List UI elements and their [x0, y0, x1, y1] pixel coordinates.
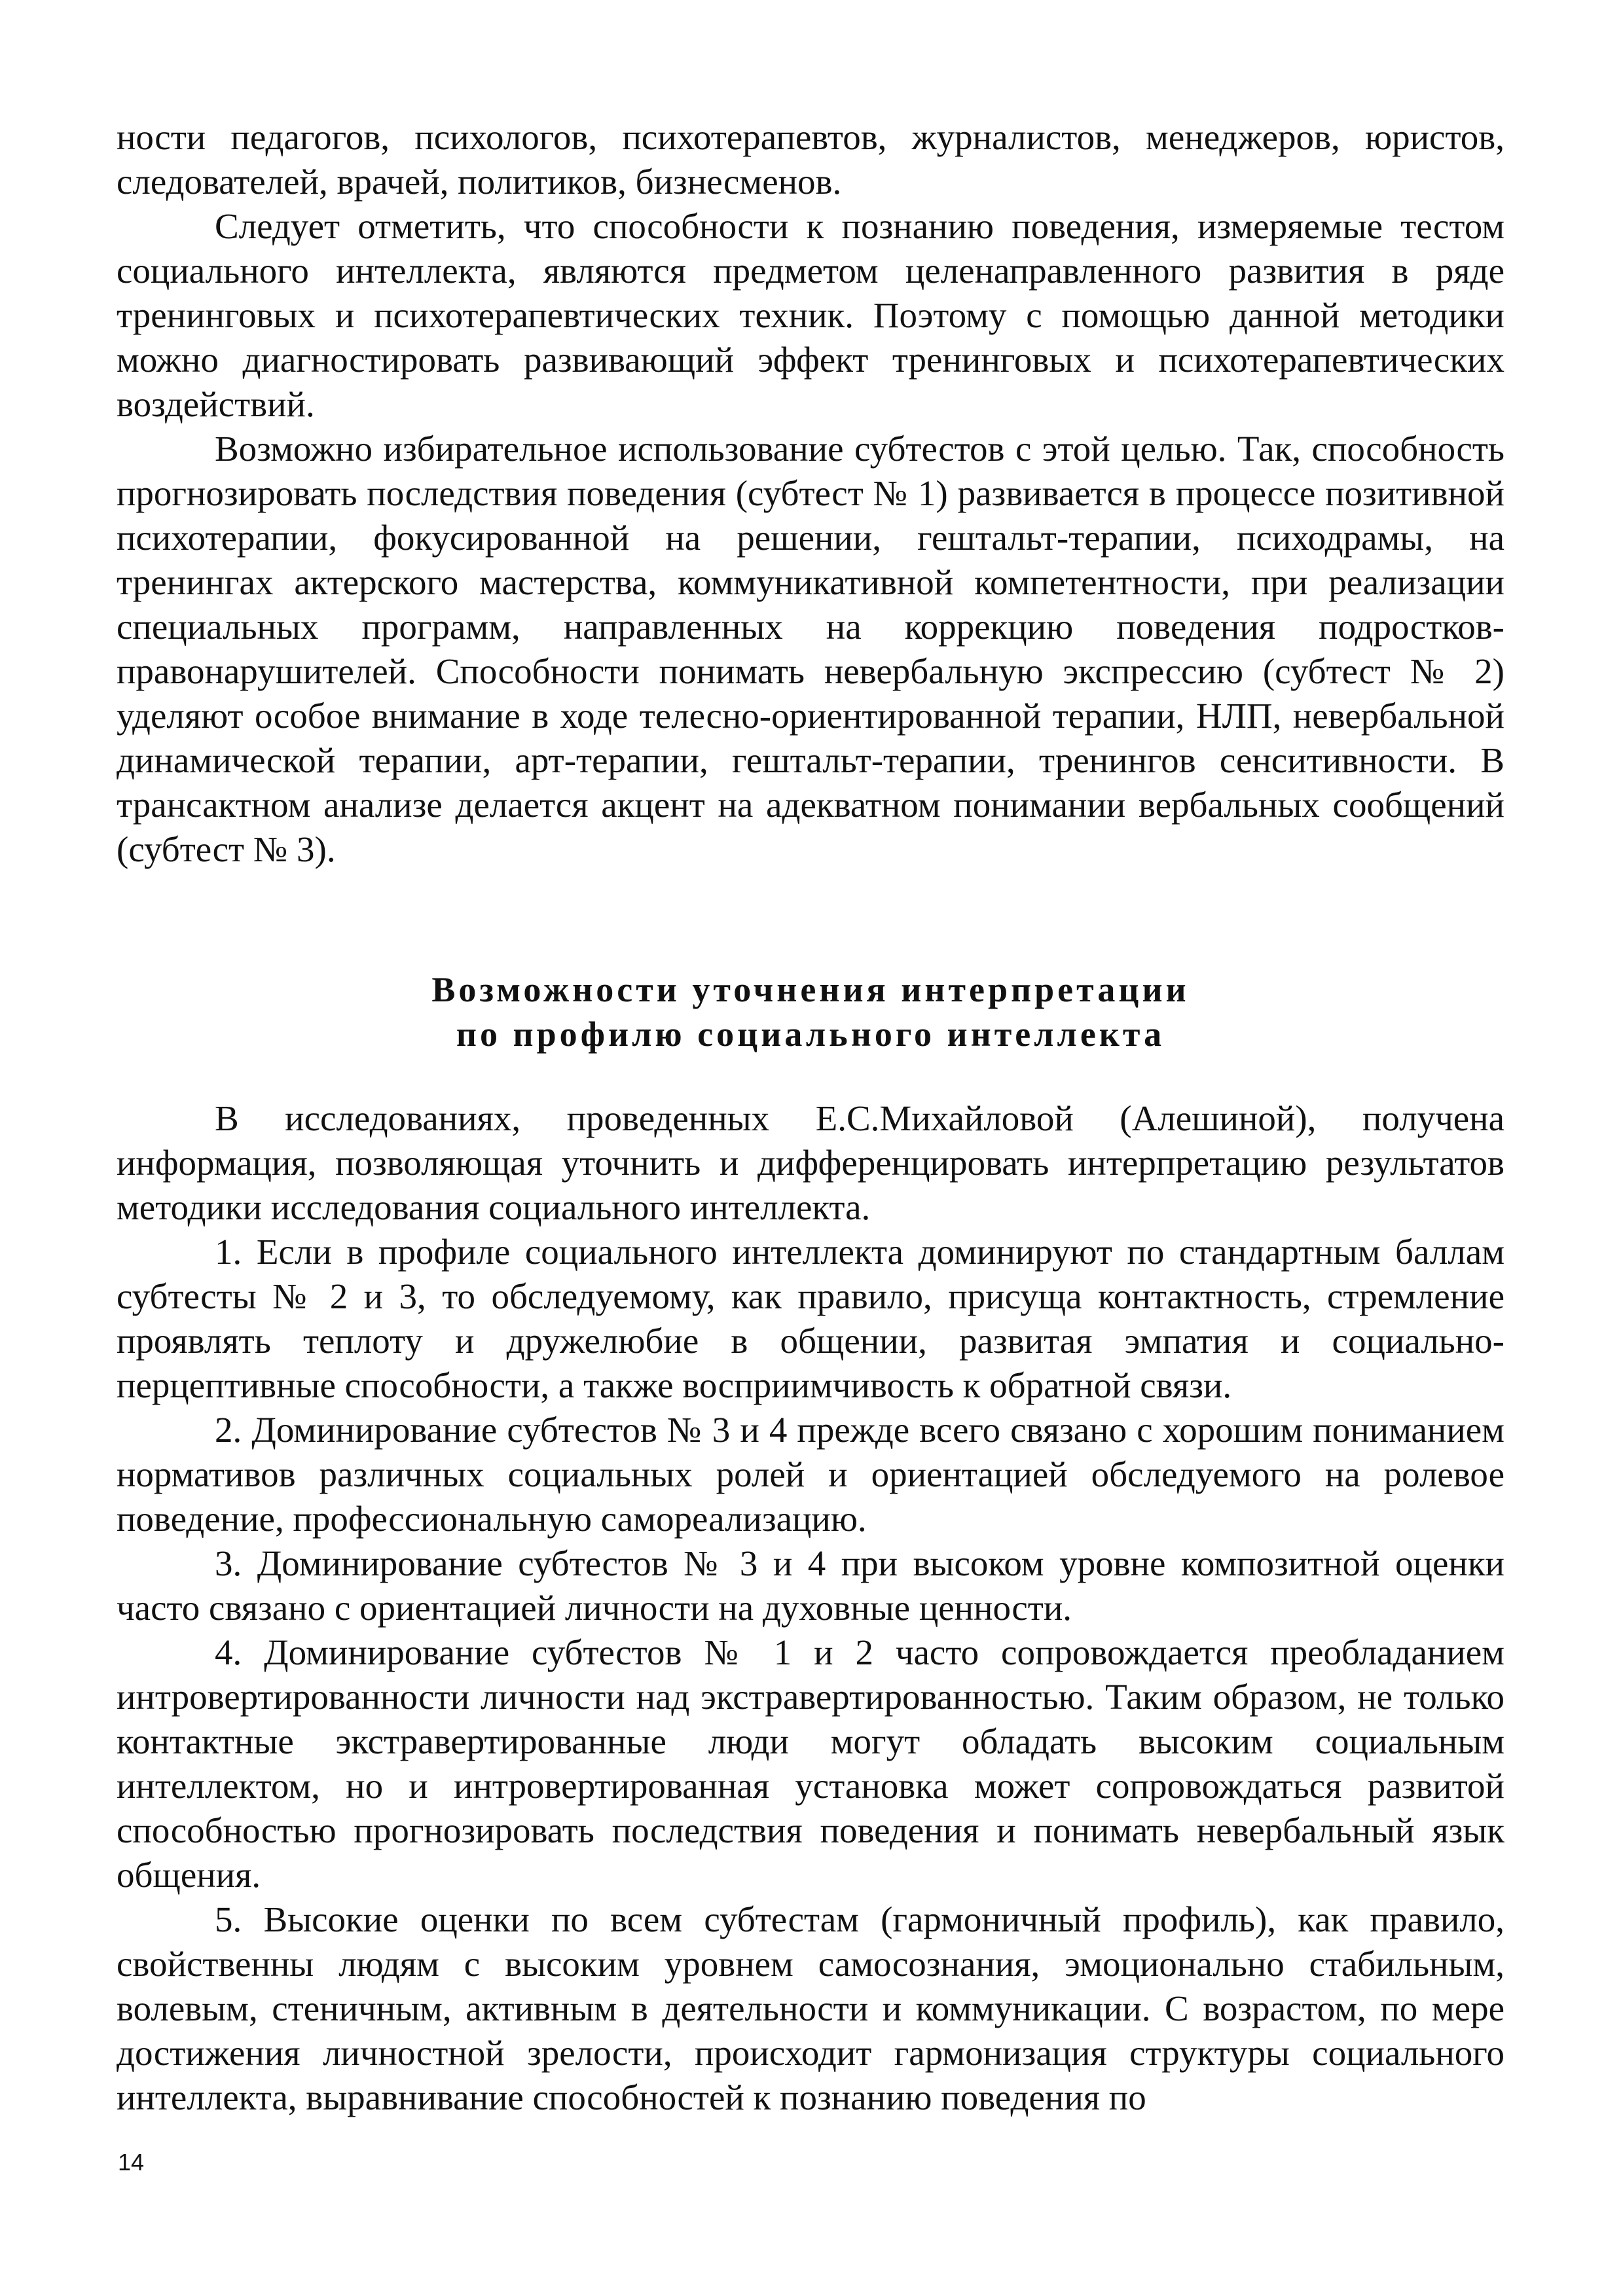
bottom-text-section [117, 1096, 1504, 2120]
section-heading-line-1: Возможности уточнения интерпретации [431, 970, 1190, 1009]
section-heading [117, 967, 1504, 1056]
paragraph-social-intelligence-training: Следует отметить, что способности к познанию поведения, измеряемые тестом социального интеллекта, являются предметом целенаправленного развития в ряде тренинговых и психотерапевтических техник. Поэтому с помощью данной методики можно диагностировать развивающий эффект тренинговых и психотерапевтических воздействий. [117, 206, 1504, 424]
paragraph-item-5: 5. Высокие оценки по всем субтестам (гармоничный профиль), как правило, свойственны людям с высоким уровнем самосознания, эмоционально стабильным, волевым, стеничным, активным в деятельности и коммуникации. С возрастом, по мере достижения личностной зрелости, происходит гармонизация структуры социального интеллекта, выравнивание способностей к познанию поведения по [117, 1899, 1504, 2117]
page-number: 14 [118, 2149, 145, 2176]
paragraph-item-1: 1. Если в профиле социального интеллекта доминируют по стандартным баллам субтесты № 2 и 3, то обследуемому, как правило, присуща контактность, стремление проявлять теплоту и дружелюбие в общении, развитая эмпатия и социально-перцептивные способности, а также восприимчивость к обратной связи. [117, 1232, 1504, 1405]
paragraph-item-4: 4. Доминирование субтестов № 1 и 2 часто сопровождается преобладанием интровертированности личности над экстравертированностью. Таким образом, не только контактные экстравертированные люди могут обладать высоким социальным интеллектом, но и интровертированная установка может сопровождаться развитой способностью прогнозировать последствия поведения и понимать невербальный язык общения. [117, 1632, 1504, 1895]
paragraph-subtest-selection: Возможно избирательное использование субтестов с этой целью. Так, способность прогнозировать последствия поведения (субтест № 1) развивается в процессе позитивной психотерапии, фокусированной на решении, гештальт-терапии, психодрамы, на тренингах актерского мастерства, коммуникативной компетентности, при реализации специальных программ, направленных на коррекцию поведения подростков-правонарушителей. Способности понимать невербальную экспрессию (субтест № 2) уделяют особое внимание в ходе телесно-ориентированной терапии, НЛП, невербальной динамической терапии, арт-терапии, гештальт-терапии, тренингов сенситивности. В трансактном анализе делается акцент на адекватном понимании вербальных сообщений (субтест № 3). [117, 429, 1504, 869]
paragraph-continuation: ности педагогов, психологов, психотерапевтов, журналистов, менеджеров, юристов, следователей, врачей, политиков, бизнесменов. [117, 117, 1504, 202]
paragraph-item-3: 3. Доминирование субтестов № 3 и 4 при высоком уровне композитной оценки часто связано с ориентацией личности на духовные ценности. [117, 1543, 1504, 1628]
paragraph-item-2: 2. Доминирование субтестов № 3 и 4 прежде всего связано с хорошим пониманием нормативов различных социальных ролей и ориентацией обследуемого на ролевое поведение, профессиональную самореализацию. [117, 1410, 1504, 1539]
paragraph-research-intro: В исследованиях, проведенных Е.С.Михайловой (Алешиной), получена информация, позволяющая уточнить и дифференцировать интерпретацию результатов методики исследования социального интеллекта. [117, 1098, 1504, 1227]
section-heading-line-2: по профилю социального интеллекта [456, 1014, 1165, 1054]
top-text-section [117, 115, 1504, 872]
